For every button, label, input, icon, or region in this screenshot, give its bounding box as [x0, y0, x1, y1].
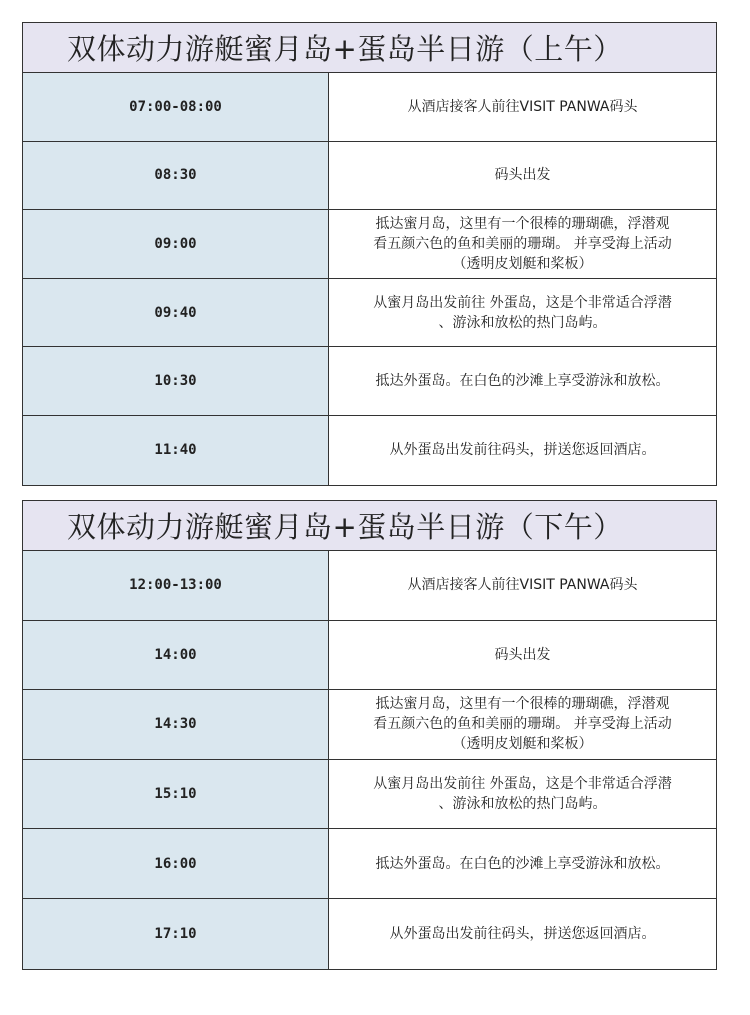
schedule-table-afternoon [22, 500, 717, 970]
time-cell: 14:00 [23, 621, 329, 690]
description-cell: 码头出发 [494, 167, 551, 184]
description-cell: 抵达蜜月岛，这里有一个很棒的珊瑚礁，浮潜观 看五颜六色的鱼和美丽的珊瑚。 并享受海上活动 （透明皮划艇和桨板） [373, 696, 672, 753]
description-cell: 码头出发 [494, 646, 551, 663]
description-cell: 从外蛋岛出发前往码头，拼送您返回酒店。 [389, 442, 656, 459]
description-cell: 抵达蜜月岛，这里有一个很棒的珊瑚礁，浮潜观 看五颜六色的鱼和美丽的珊瑚。 并享受海上活动 （透明皮划艇和桨板） [373, 215, 672, 272]
time-cell: 17:10 [23, 899, 329, 969]
time-cell: 14:30 [23, 690, 329, 759]
schedule-title: 双体动力游艇蜜月岛+蛋岛半日游（上午） [23, 23, 716, 73]
table-row [23, 621, 716, 691]
table-row [23, 142, 716, 211]
time-cell: 16:00 [23, 829, 329, 898]
description-cell: 从蜜月岛出发前往 外蛋岛，这是个非常适合浮潜 、游泳和放松的热门岛屿。 [373, 294, 672, 331]
table-row [23, 73, 716, 142]
time-cell: 09:00 [23, 210, 329, 278]
time-cell: 08:30 [23, 142, 329, 210]
time-cell: 07:00-08:00 [23, 73, 329, 141]
table-row [23, 899, 716, 969]
table-row [23, 690, 716, 760]
description-cell: 抵达外蛋岛。在白色的沙滩上享受游泳和放松。 [375, 855, 670, 872]
table-row [23, 279, 716, 348]
time-cell: 09:40 [23, 279, 329, 347]
table-row [23, 551, 716, 621]
time-cell: 12:00-13:00 [23, 551, 329, 620]
description-cell: 从蜜月岛出发前往 外蛋岛，这是个非常适合浮潜 、游泳和放松的热门岛屿。 [373, 776, 672, 813]
table-row [23, 829, 716, 899]
table-row [23, 416, 716, 485]
description-cell: 从酒店接客人前往VISIT PANWA码头 [407, 577, 638, 594]
table-row [23, 760, 716, 830]
schedule-title: 双体动力游艇蜜月岛+蛋岛半日游（下午） [23, 501, 716, 551]
description-cell: 抵达外蛋岛。在白色的沙滩上享受游泳和放松。 [375, 373, 670, 390]
time-cell: 15:10 [23, 760, 329, 829]
table-row [23, 347, 716, 416]
table-row [23, 210, 716, 279]
description-cell: 从酒店接客人前往VISIT PANWA码头 [407, 98, 638, 115]
time-cell: 10:30 [23, 347, 329, 415]
description-cell: 从外蛋岛出发前往码头，拼送您返回酒店。 [389, 925, 656, 942]
time-cell: 11:40 [23, 416, 329, 485]
schedule-table-morning [22, 22, 717, 486]
